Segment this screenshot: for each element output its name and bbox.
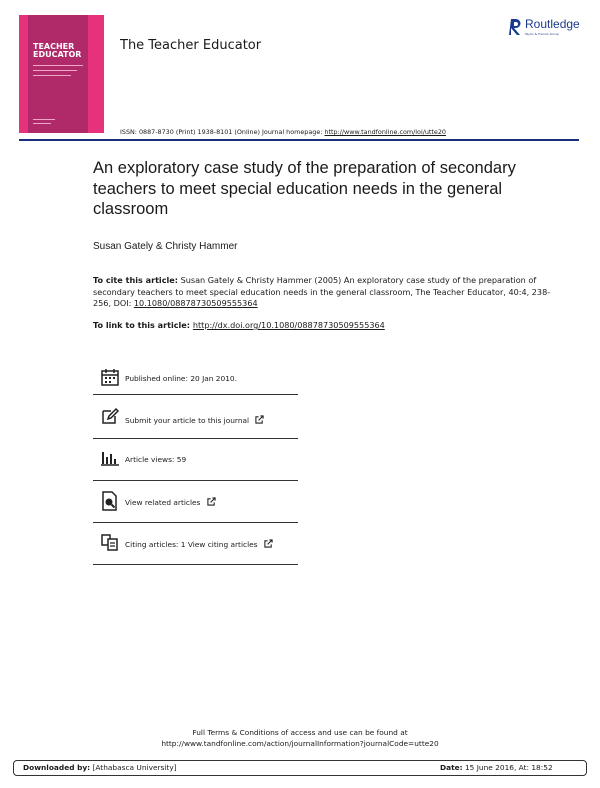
search-document-icon [100,491,120,511]
info-row-related[interactable] [93,480,298,523]
journal-cover-image [19,15,104,133]
related-articles-link[interactable]: View related articles [125,498,201,507]
article-url-link[interactable]: http://dx.doi.org/10.1080/08878730509555364 [192,320,385,330]
info-row-views [93,438,298,481]
external-link-icon [255,415,264,424]
submit-article-link[interactable]: Submit your article to this journal [125,416,250,425]
external-link-icon [207,497,216,506]
citation-label: To cite this article: [93,275,179,285]
article-authors: Susan Gately & Christy Hammer [93,241,238,252]
publisher-subtitle: Taylor & Francis Group [525,32,559,36]
external-link-icon [264,539,273,548]
download-info-bar: Downloaded by: [Athabasca University] Date: 15 June 2016, At: 18:52 [13,760,587,776]
publisher-name: Routledge [525,17,580,31]
info-row-citing[interactable] [93,522,298,565]
article-views: Article views: 59 [125,455,187,464]
bar-chart-icon [100,448,120,468]
citation-block: To cite this article: Susan Gately & Christy Hammer (2005) An exploratory case study of the preparation of secondary teachers to meet special education needs in the general classroom, The Teacher Educator, 40:4, 238-256, DOI: 10.1080/08878730509555364 [93,275,551,308]
info-row-submit[interactable] [93,394,298,439]
terms-text: Full Terms & Conditions of access and use can be found at [192,728,408,737]
journal-title: The Teacher Educator [120,38,262,53]
doi-link[interactable]: 10.1080/08878730509555364 [133,298,258,308]
routledge-icon [509,18,523,36]
cover-title: TEACHER EDUCATOR [33,42,82,59]
issn-line: ISSN: 0887-8730 (Print) 1938-8101 (Online) Journal homepage: http://www.tandfonline.com/loi/utte20 [120,128,446,136]
article-title: An exploratory case study of the preparation of secondary teachers to meet special education needs in the general classroom [93,159,516,218]
article-link-line: To link to this article: http://dx.doi.org/10.1080/08878730509555364 [93,320,385,330]
journal-homepage-link[interactable]: http://www.tandfonline.com/loi/utte20 [324,128,446,136]
terms-footer [0,727,600,749]
downloaded-by: [Athabasca University] [90,763,177,772]
edit-icon [100,406,120,426]
header-rule [19,139,579,141]
download-date: 15 June 2016, At: 18:52 [462,763,553,772]
published-date: Published online: 20 Jan 2010. [125,374,237,383]
citing-articles-link[interactable]: Citing articles: 1 View citing articles [125,540,258,549]
citing-articles-icon [100,532,120,552]
calendar-icon [100,367,120,387]
terms-url[interactable]: http://www.tandfonline.com/action/journalInformation?journalCode=utte20 [161,739,439,748]
cover-strip [28,15,88,133]
info-row-published [93,367,298,395]
